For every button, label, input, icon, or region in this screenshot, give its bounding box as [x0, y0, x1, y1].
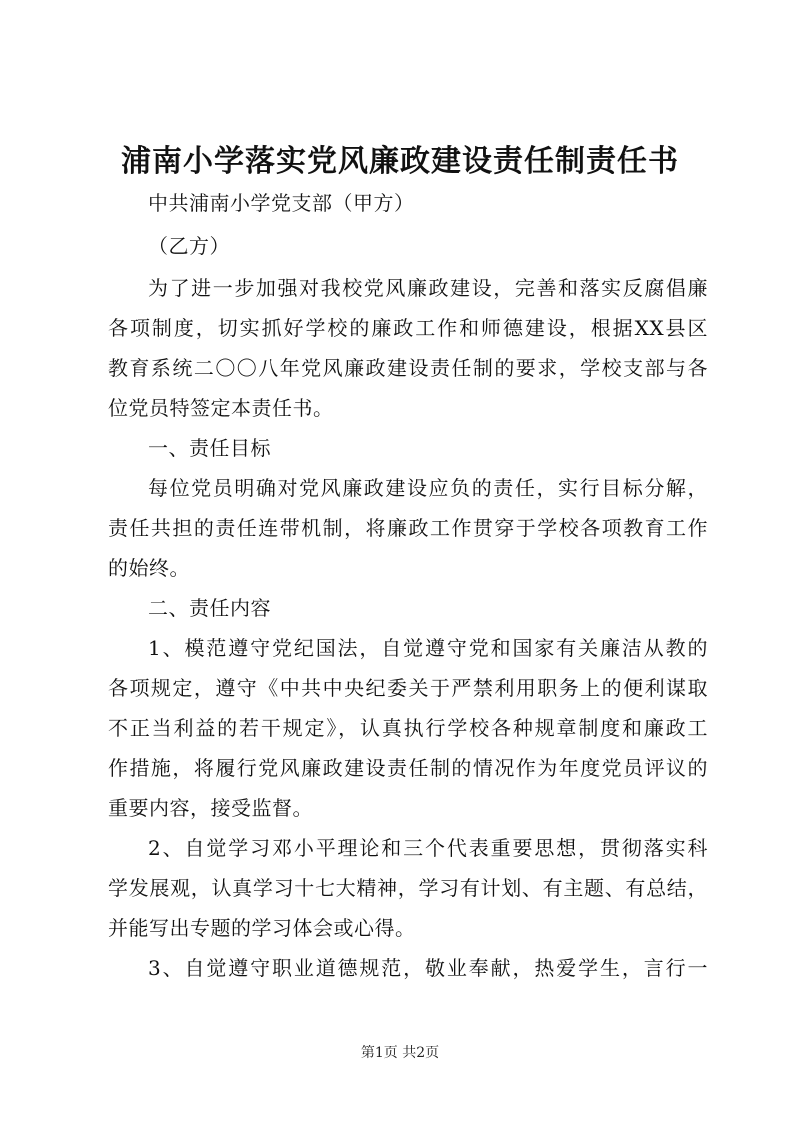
paragraph-line: 责任共担的责任连带机制，将廉政工作贯穿于学校各项教育工作: [108, 516, 708, 540]
paragraph-line: 各项制度，切实抓好学校的廉政工作和师德建设，根据XX县区: [108, 316, 708, 340]
section-heading: 二、责任内容: [148, 596, 271, 620]
paragraph-line: 每位党员明确对党风廉政建设应负的责任，实行目标分解，: [148, 476, 708, 500]
section-heading: 一、责任目标: [148, 436, 271, 460]
paragraph-line: 为了进一步加强对我校党风廉政建设，完善和落实反腐倡廉: [148, 276, 708, 300]
paragraph-line: 的始终。: [108, 556, 190, 580]
paragraph-line: 重要内容，接受监督。: [108, 796, 313, 820]
paragraph-line: 并能写出专题的学习体会或心得。: [108, 916, 416, 940]
document-title: 浦南小学落实党风廉政建设责任制责任书: [121, 144, 679, 179]
paragraph-line: 1、模范遵守党纪国法，自觉遵守党和国家有关廉洁从教的: [148, 636, 708, 660]
paragraph-line: 不正当利益的若干规定》，认真执行学校各种规章制度和廉政工: [108, 716, 708, 740]
paragraph-line: 学发展观，认真学习十七大精神，学习有计划、有主题、有总结，: [108, 876, 708, 900]
page-footer: 第1页 共2页: [360, 1045, 440, 1061]
paragraph-line: 作措施，将履行党风廉政建设责任制的情况作为年度党员评议的: [108, 756, 708, 780]
party-a-line: 中共浦南小学党支部（甲方）: [148, 191, 415, 215]
paragraph-line: 2、自觉学习邓小平理论和三个代表重要思想，贯彻落实科: [148, 836, 708, 860]
paragraph-line: 位党员特签定本责任书。: [108, 396, 334, 420]
paragraph-line: 3、自觉遵守职业道德规范，敬业奉献，热爱学生，言行一: [148, 956, 708, 980]
paragraph-line: 各项规定，遵守《中共中央纪委关于严禁利用职务上的便利谋取: [108, 676, 708, 700]
party-b-line: （乙方）: [148, 234, 230, 258]
paragraph-line: 教育系统二〇〇八年党风廉政建设责任制的要求，学校支部与各: [108, 356, 708, 380]
